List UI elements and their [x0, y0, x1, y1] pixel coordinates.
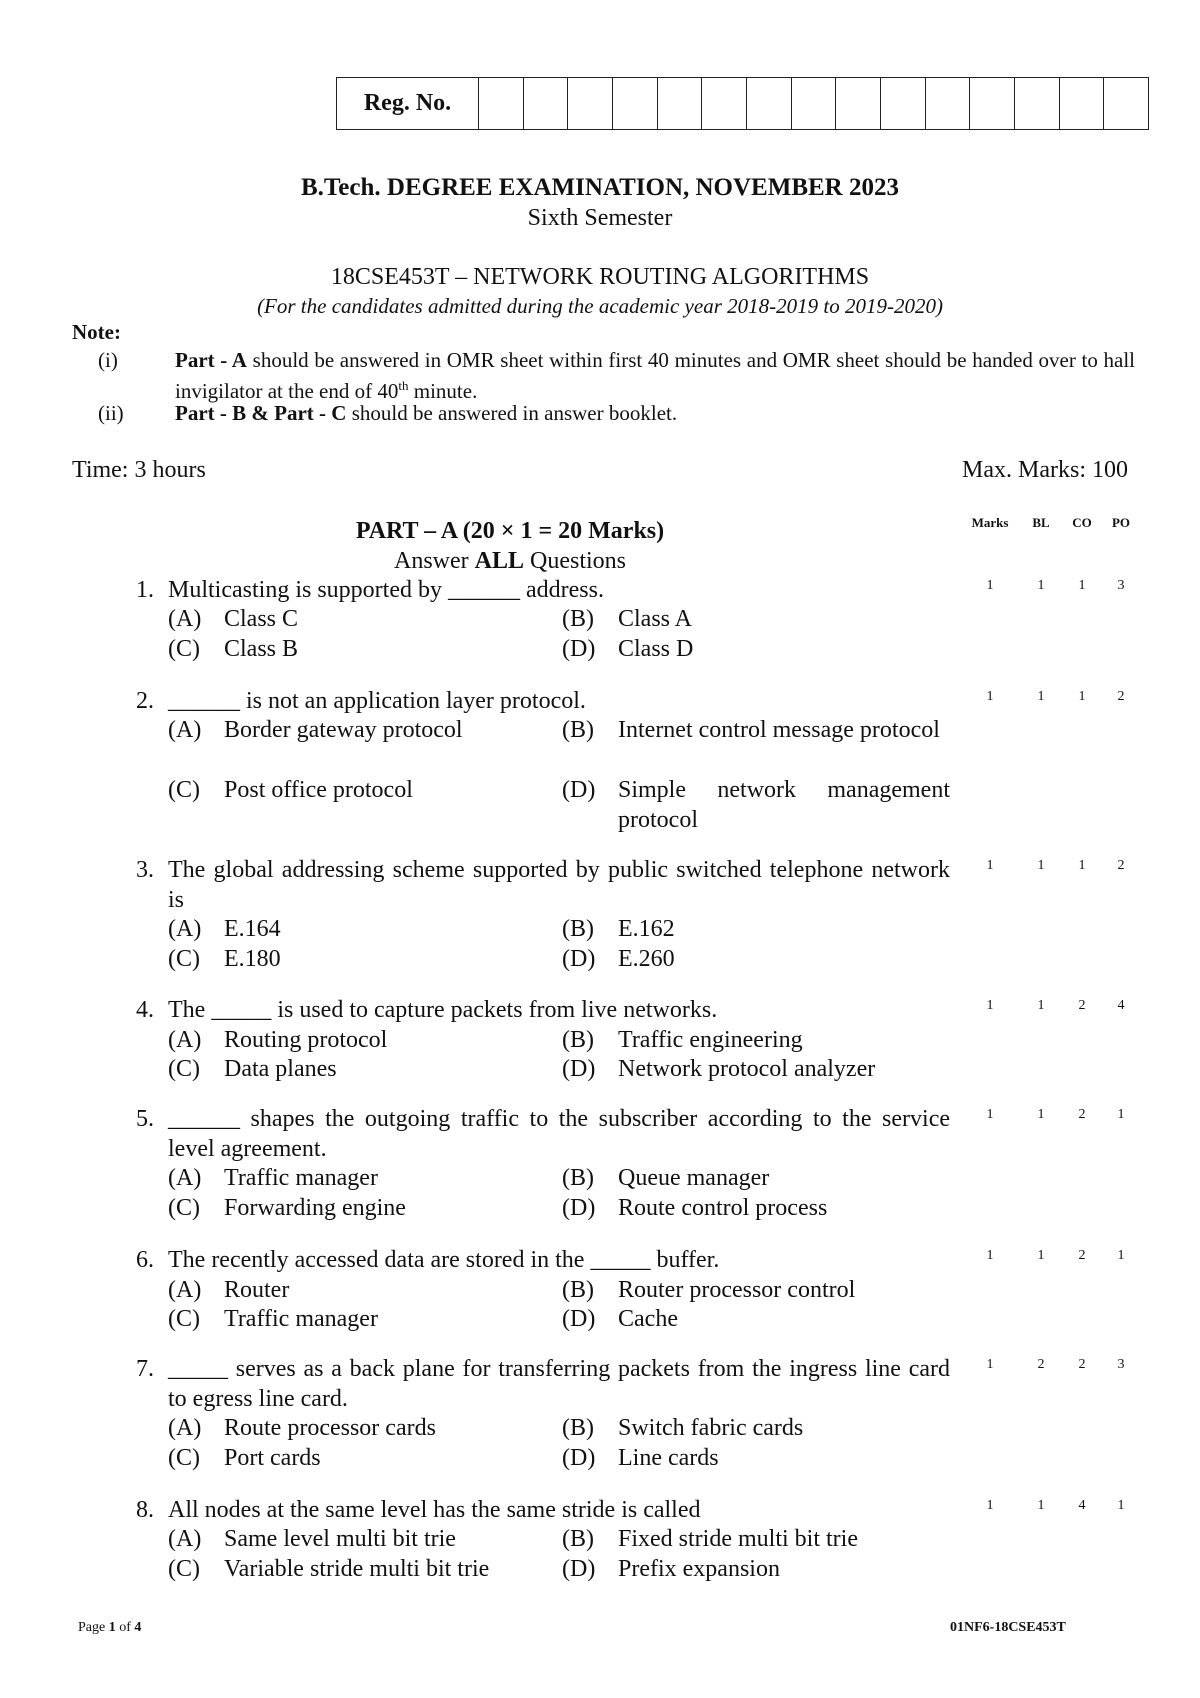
- option-label: (A): [168, 1415, 202, 1441]
- bl-value: 1: [1037, 1107, 1045, 1122]
- option-label: (A): [168, 1165, 202, 1191]
- marks-value: 1: [986, 1107, 994, 1122]
- part-title: PART – A (20 × 1 = 20 Marks): [355, 518, 665, 544]
- note-title: Note:: [72, 320, 121, 344]
- option-text: Class B: [224, 636, 299, 662]
- option-label: (B): [562, 1415, 594, 1441]
- note-sup: th: [398, 378, 409, 393]
- option-text: Post office protocol: [224, 777, 413, 803]
- option-label: (D): [562, 777, 596, 803]
- option-text: Route control process: [618, 1195, 828, 1221]
- course-title: 18CSE453T – NETWORK ROUTING ALGORITHMS: [330, 264, 870, 290]
- co-value: 1: [1078, 689, 1086, 704]
- option-text: Routing protocol: [224, 1027, 388, 1053]
- bl-value: 1: [1037, 1498, 1045, 1513]
- question-number: 7.: [136, 1356, 154, 1382]
- option-label: (C): [168, 1445, 200, 1471]
- co-value: 1: [1078, 578, 1086, 593]
- option-label: (D): [562, 1556, 596, 1582]
- option-label: (A): [168, 1027, 202, 1053]
- option-label: (B): [562, 916, 594, 942]
- paper-code: 01NF6-18CSE453T: [950, 1620, 1066, 1635]
- option-label: (C): [168, 1056, 200, 1082]
- option-label: (D): [562, 1195, 596, 1221]
- question-number: 1.: [136, 577, 154, 603]
- option-label: (D): [562, 1445, 596, 1471]
- note-item-text: [175, 347, 1135, 404]
- option-label: (B): [562, 717, 594, 743]
- option-text: Class A: [618, 606, 693, 632]
- option-label: (D): [562, 946, 596, 972]
- bl-value: 2: [1037, 1357, 1045, 1372]
- note-item-number: (ii): [98, 401, 124, 425]
- reg-no-cell: [792, 78, 837, 129]
- option-label: (B): [562, 1165, 594, 1191]
- marks-value: 1: [986, 1357, 994, 1372]
- co-value: 4: [1078, 1498, 1086, 1513]
- reg-no-cell: [1015, 78, 1060, 129]
- marks-value: 1: [986, 1498, 994, 1513]
- column-header-bl: BL: [1032, 515, 1050, 530]
- reg-no-cell: [479, 78, 524, 129]
- option-text: Router processor control: [618, 1277, 856, 1303]
- option-label: (A): [168, 1277, 202, 1303]
- option-text: E.164: [224, 916, 281, 942]
- note-item-number: (i): [98, 348, 118, 372]
- column-header-po: PO: [1111, 515, 1131, 530]
- option-label: (C): [168, 946, 200, 972]
- marks-value: 1: [986, 689, 994, 704]
- po-value: 2: [1117, 858, 1125, 873]
- reg-no-cell: [970, 78, 1015, 129]
- po-value: 4: [1117, 998, 1125, 1013]
- option-text: E.162: [618, 916, 675, 942]
- reg-no-cell: [524, 78, 569, 129]
- footer-page-prefix: Page: [78, 1620, 109, 1635]
- option-text: Traffic manager: [224, 1165, 378, 1191]
- reg-no-cell: [613, 78, 658, 129]
- option-label: (D): [562, 636, 596, 662]
- option-text: Traffic engineering: [618, 1027, 803, 1053]
- note-item-text: [175, 400, 1135, 426]
- question-number: 8.: [136, 1497, 154, 1523]
- note-tail: minute.: [408, 379, 478, 403]
- note-bold: Part - A: [175, 348, 247, 372]
- max-marks: Max. Marks: 100: [962, 457, 1128, 483]
- option-text: Forwarding engine: [224, 1195, 406, 1221]
- option-text: Border gateway protocol: [224, 717, 463, 743]
- question-text: The _____ is used to capture packets from live networks.: [168, 997, 718, 1023]
- co-value: 2: [1078, 1248, 1086, 1263]
- reg-no-label: Reg. No.: [337, 78, 479, 129]
- reg-no-box: [336, 77, 1149, 130]
- option-text: Variable stride multi bit trie: [224, 1556, 490, 1582]
- option-label: (A): [168, 1526, 202, 1552]
- option-label: (A): [168, 606, 202, 632]
- marks-value: 1: [986, 998, 994, 1013]
- bl-value: 1: [1037, 858, 1045, 873]
- reg-no-cell: [926, 78, 971, 129]
- reg-no-cell: [836, 78, 881, 129]
- option-text: Simple network management protocol: [618, 777, 950, 833]
- co-value: 2: [1078, 1357, 1086, 1372]
- marks-value: 1: [986, 858, 994, 873]
- option-label: (B): [562, 606, 594, 632]
- option-text: Data planes: [224, 1056, 337, 1082]
- question-text: The recently accessed data are stored in the _____ buffer.: [168, 1247, 720, 1273]
- question-number: 2.: [136, 688, 154, 714]
- bl-value: 1: [1037, 578, 1045, 593]
- page-footer: [78, 1620, 141, 1636]
- po-value: 2: [1117, 689, 1125, 704]
- po-value: 1: [1117, 1107, 1125, 1122]
- question-text: Multicasting is supported by ______ address.: [168, 577, 604, 603]
- po-value: 3: [1117, 1357, 1125, 1372]
- part-instructions: [0, 548, 1020, 575]
- exam-time: Time: 3 hours: [72, 457, 206, 483]
- footer-page-num: 1: [108, 1620, 116, 1635]
- option-label: (D): [562, 1056, 596, 1082]
- option-text: Class D: [618, 636, 694, 662]
- option-label: (C): [168, 636, 200, 662]
- question-number: 5.: [136, 1106, 154, 1132]
- reg-no-cell: [881, 78, 926, 129]
- question-number: 6.: [136, 1247, 154, 1273]
- part-sub-suffix: Questions: [524, 548, 626, 574]
- question-text: The global addressing scheme supported by public switched telephone network is: [168, 857, 950, 913]
- co-value: 1: [1078, 858, 1086, 873]
- option-text: E.260: [618, 946, 675, 972]
- note-body: should be answered in answer booklet.: [346, 401, 678, 425]
- option-label: (D): [562, 1306, 596, 1332]
- footer-page-total: 4: [134, 1620, 142, 1635]
- bl-value: 1: [1037, 689, 1045, 704]
- option-text: Switch fabric cards: [618, 1415, 804, 1441]
- option-label: (C): [168, 1195, 200, 1221]
- footer-page-of: of: [115, 1620, 135, 1635]
- option-label: (A): [168, 717, 202, 743]
- part-sub-prefix: Answer: [393, 548, 475, 574]
- reg-no-cell: [658, 78, 703, 129]
- option-text: Fixed stride multi bit trie: [618, 1526, 858, 1552]
- reg-no-cell: [1060, 78, 1105, 129]
- option-text: Internet control message protocol: [618, 717, 940, 743]
- reg-no-cell: [747, 78, 792, 129]
- question-number: 4.: [136, 997, 154, 1023]
- column-header-marks: Marks: [971, 515, 1009, 530]
- co-value: 2: [1078, 1107, 1086, 1122]
- question-text: All nodes at the same level has the same stride is called: [168, 1497, 701, 1523]
- option-text: E.180: [224, 946, 281, 972]
- part-sub-bold: ALL: [474, 548, 524, 574]
- note-body: should be answered in OMR sheet within first 40 minutes and OMR sheet should be handed over to hall invigilator at the end of 40: [175, 348, 1135, 403]
- semester: Sixth Semester: [527, 205, 673, 231]
- reg-no-cell: [702, 78, 747, 129]
- column-header-co: CO: [1072, 515, 1092, 530]
- admitted-note: (For the candidates admitted during the academic year 2018-2019 to 2019-2020): [257, 294, 943, 318]
- marks-value: 1: [986, 1248, 994, 1263]
- option-text: Router: [224, 1277, 290, 1303]
- option-label: (B): [562, 1277, 594, 1303]
- co-value: 2: [1078, 998, 1086, 1013]
- po-value: 1: [1117, 1248, 1125, 1263]
- option-text: Network protocol analyzer: [618, 1056, 876, 1082]
- marks-value: 1: [986, 578, 994, 593]
- option-label: (B): [562, 1526, 594, 1552]
- option-text: Traffic manager: [224, 1306, 378, 1332]
- option-text: Cache: [618, 1306, 678, 1332]
- note-bold: Part - B & Part - C: [175, 401, 347, 425]
- reg-no-cell: [1104, 78, 1148, 129]
- option-text: Queue manager: [618, 1165, 770, 1191]
- exam-title: B.Tech. DEGREE EXAMINATION, NOVEMBER 2023: [301, 174, 899, 201]
- option-label: (C): [168, 1306, 200, 1332]
- option-label: (A): [168, 916, 202, 942]
- option-label: (C): [168, 777, 200, 803]
- po-value: 1: [1117, 1498, 1125, 1513]
- option-label: (B): [562, 1027, 594, 1053]
- bl-value: 1: [1037, 1248, 1045, 1263]
- question-text: ______ shapes the outgoing traffic to the subscriber according to the service level agreement.: [168, 1106, 950, 1162]
- question-text: ______ is not an application layer protocol.: [168, 688, 586, 714]
- option-text: Class C: [224, 606, 299, 632]
- question-text: _____ serves as a back plane for transferring packets from the ingress line card to egress line card.: [168, 1356, 950, 1412]
- option-text: Same level multi bit trie: [224, 1526, 456, 1552]
- option-text: Route processor cards: [224, 1415, 436, 1441]
- option-text: Line cards: [618, 1445, 719, 1471]
- option-text: Prefix expansion: [618, 1556, 780, 1582]
- option-text: Port cards: [224, 1445, 321, 1471]
- po-value: 3: [1117, 578, 1125, 593]
- option-label: (C): [168, 1556, 200, 1582]
- question-number: 3.: [136, 857, 154, 883]
- bl-value: 1: [1037, 998, 1045, 1013]
- reg-no-cell: [568, 78, 613, 129]
